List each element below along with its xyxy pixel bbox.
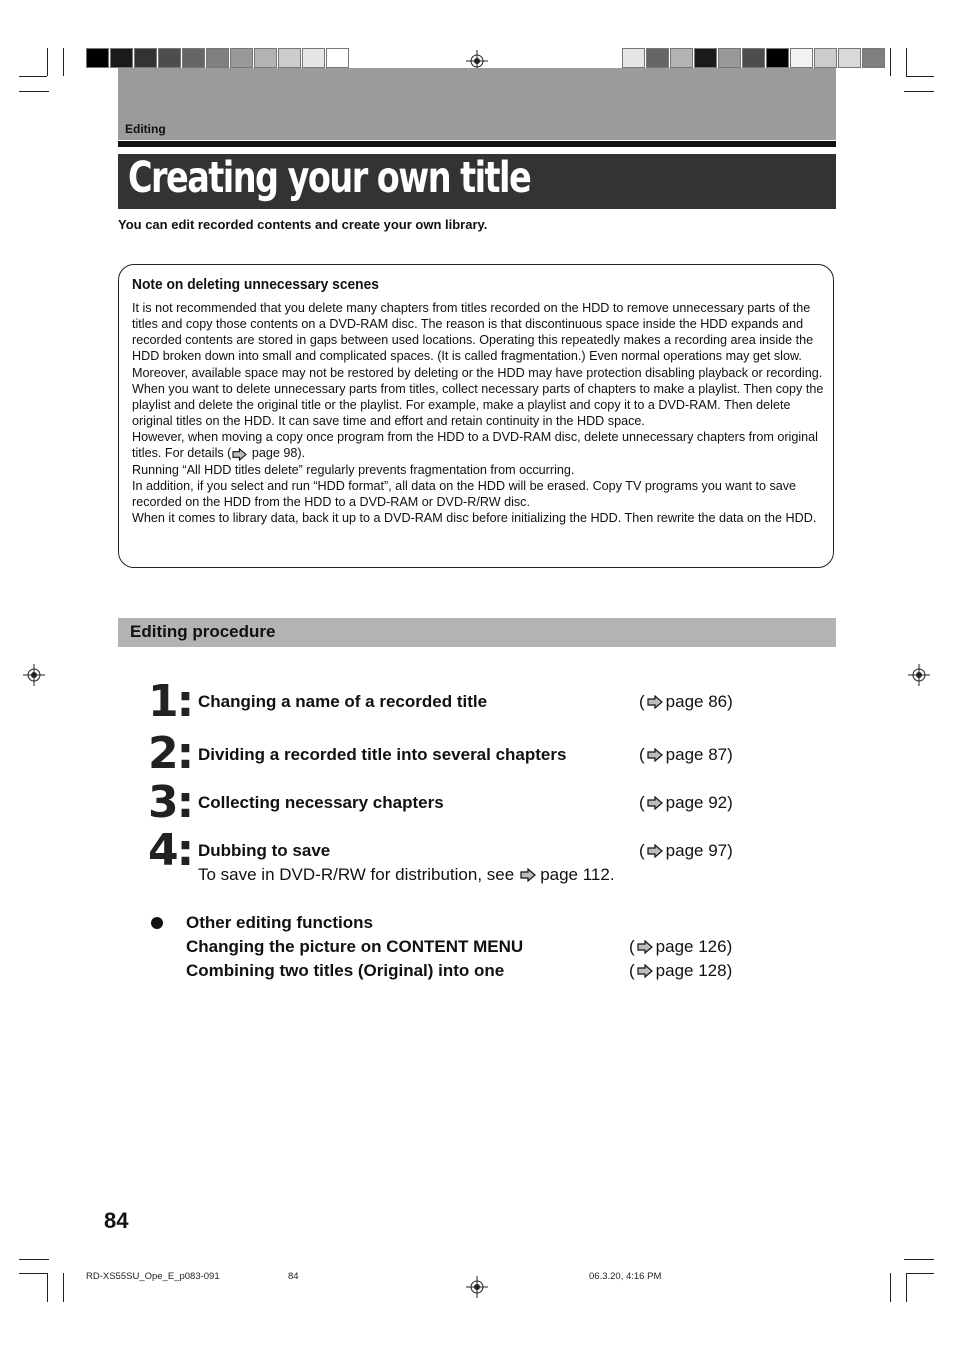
step-number: 3: [148,777,193,828]
page-ref-text: page 126) [655,937,733,956]
bullet-icon [151,917,163,929]
page-reference [629,961,732,981]
step-label: Dubbing to save [198,841,331,860]
note-paragraph [132,429,824,461]
paren: ( [639,745,645,764]
step-number: 2: [148,728,193,779]
page-ref-text: page 97) [665,841,733,860]
page-ref-text: page 87) [665,745,733,764]
step-number: 1: [148,676,193,727]
page-reference-arrow-icon [232,448,247,461]
step-label: Dividing a recorded title into several chapters [198,745,567,764]
note-paragraph: In addition, if you select and run “HDD format”, all data on the HDD will be erased. Copy TV programs you want to save recorded on the HDD from the HDD to a DVD-RAM or DVD-R/RW disc. [132,478,797,509]
step-number: 4: [148,825,193,876]
footer-timestamp: 06.3.20, 4:16 PM [589,1271,662,1282]
dvd-note-text: To save in DVD-R/RW for distribution, see [198,865,515,884]
other-item-label: Combining two titles (Original) into one [186,961,505,980]
page-reference-arrow-icon [647,796,663,810]
page-reference-arrow-icon [647,844,663,858]
page-ref-text: page 128) [655,961,733,980]
page-number: 84 [104,1208,129,1233]
page-reference-arrow-icon [637,964,653,978]
header-rule [118,141,836,147]
note-paragraph: When it comes to library data, back it up to a DVD-RAM disc before initializing the HDD. Then rewrite the data on the HDD. [132,511,817,526]
section-label: Editing [125,122,166,136]
note-text: However, when moving a copy once program from the HDD to a DVD-RAM disc, delete unnecessary chapters from original titles. For details ( [132,430,818,461]
step-label: Collecting necessary chapters [198,793,444,812]
note-paragraph: When you want to delete unnecessary parts from titles, collect necessary parts of chapters to make a playlist. Then copy the playlist and delete the original title or the playlist. For example, make a playlist and copy it to a DVD-RAM. Then delete original titles on the HDD. It can save time and effort and retain continuity in the HDD space. [132,381,824,429]
note-title: Note on deleting unnecessary scenes [132,276,379,293]
paren: ( [629,961,635,980]
color-bar-left [86,48,350,68]
registration-mark-icon [908,664,930,686]
intro-text: You can edit recorded contents and create your own library. [118,217,488,232]
footer-file: RD-XS55SU_Ope_E_p083-091 [86,1271,220,1282]
other-heading: Other editing functions [186,913,373,932]
paren: ( [639,841,645,860]
page-reference-arrow-icon [647,695,663,709]
page-reference [639,793,733,813]
step-label: Changing a name of a recorded title [198,692,488,711]
page-reference [639,745,733,765]
dvd-note [198,865,615,885]
page-reference [629,937,732,957]
header-band [118,68,836,140]
paren: ( [639,692,645,711]
note-paragraph: Running “All HDD titles delete” regularly prevents fragmentation from occurring. [132,462,575,477]
page-reference-arrow-icon [637,940,653,954]
dvd-note-page: page 112. [540,865,615,884]
page-title: Creating your own title [128,153,531,203]
page-reference-arrow-icon [647,748,663,762]
page-reference [639,692,733,712]
note-text: page 98). [248,446,306,461]
registration-mark-icon [23,664,45,686]
page-ref-text: page 86) [665,692,733,711]
other-item-label: Changing the picture on CONTENT MENU [186,937,524,956]
page-reference [639,841,733,861]
color-bar-right [622,48,886,68]
note-body [132,300,824,526]
paren: ( [639,793,645,812]
page-ref-text: page 92) [665,793,733,812]
paren: ( [629,937,635,956]
page-reference-arrow-icon [520,868,536,882]
note-paragraph: It is not recommended that you delete many chapters from titles recorded on the HDD to remove unnecessary parts of the titles and copy those contents on a DVD-RAM disc. The reason is that discontinuous space inside the HDD expands and recorded contents are stored in gaps between used locations. Operating this repeatedly makes a recording area inside the HDD broken down into small and complicated spaces. (It is called fragmentation.) Even normal operations may get slow. Moreover, available space may not be restored by deleting or the HDD may have protection disabling playback or recording. [132,301,823,380]
procedure-title: Editing procedure [130,622,276,641]
footer-page: 84 [288,1271,299,1282]
registration-mark-icon [466,1276,488,1298]
